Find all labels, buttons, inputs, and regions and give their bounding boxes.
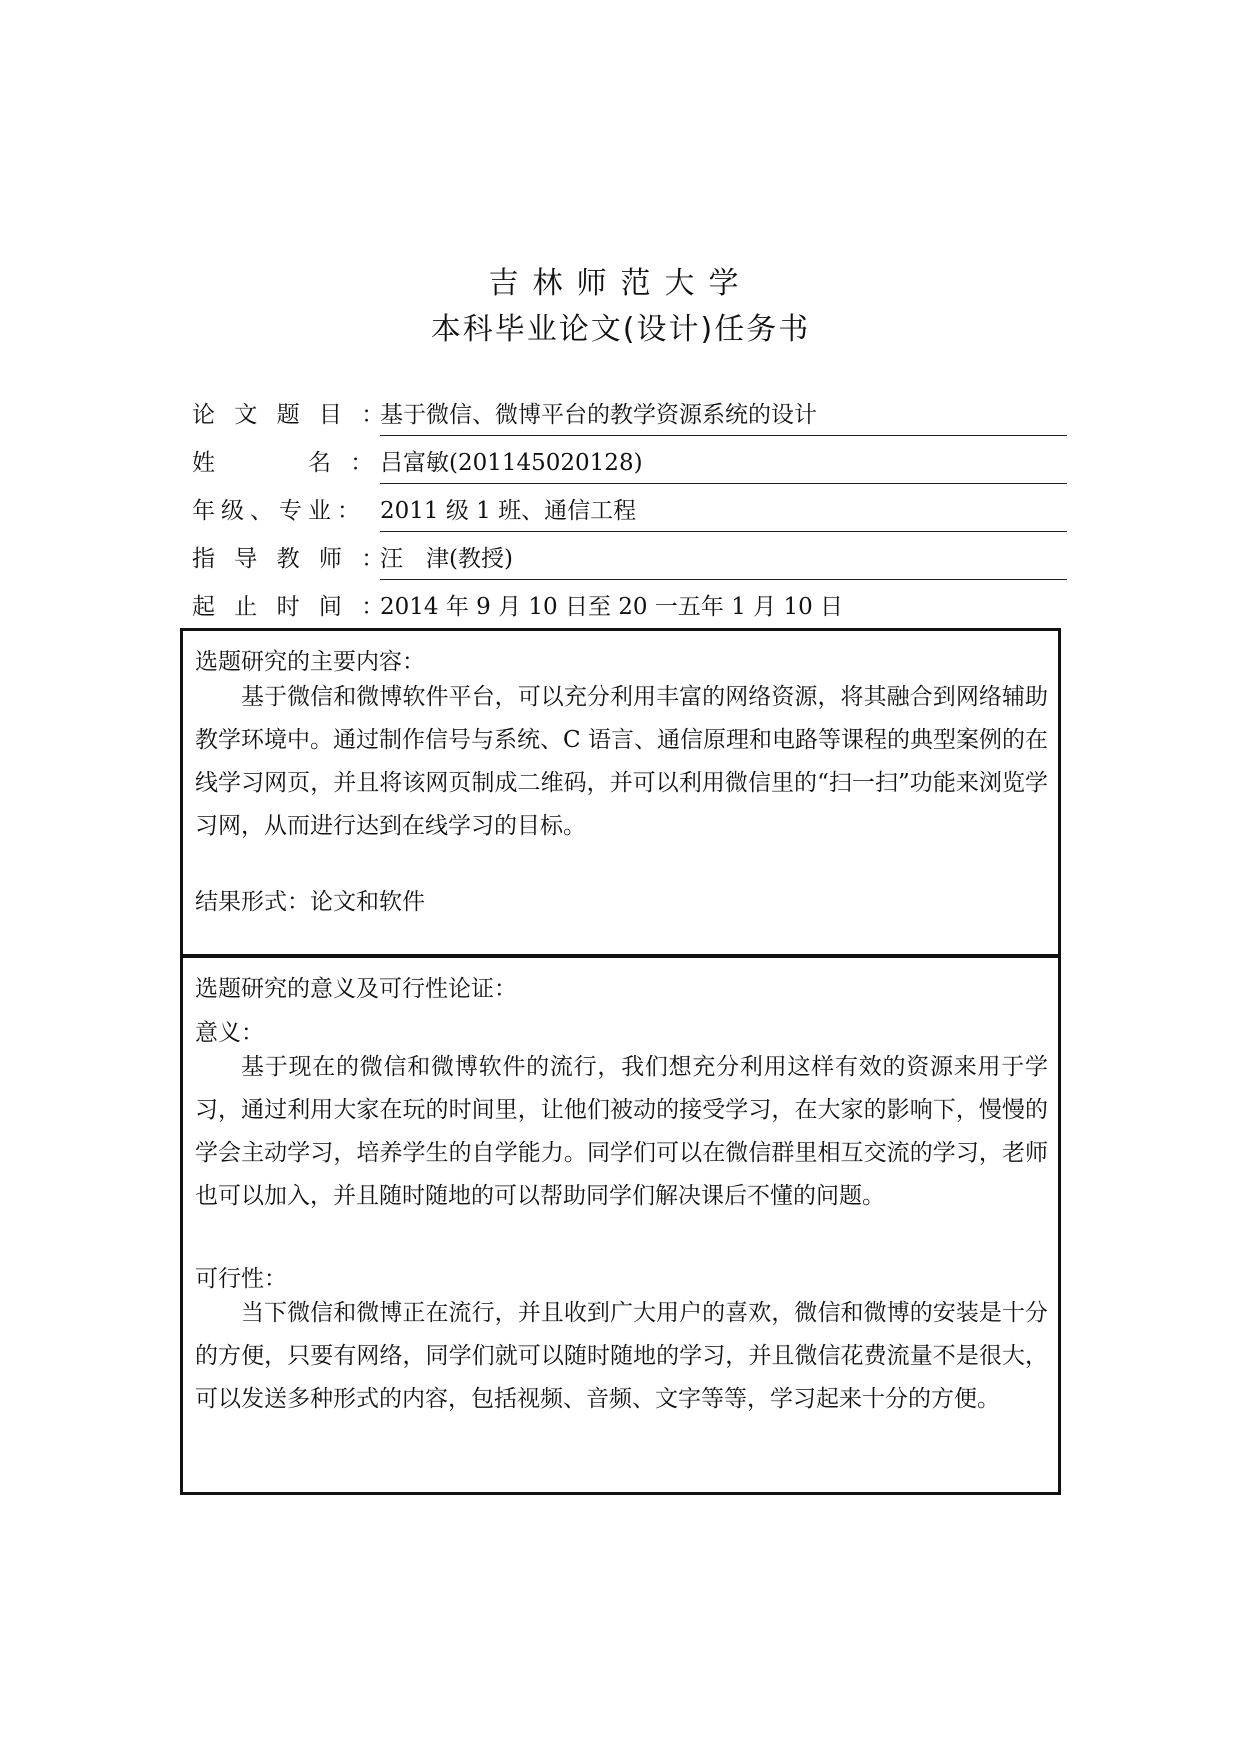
section-heading-significance: 选题研究的意义及可行性论证： (195, 976, 517, 1002)
meaning-paragraph: 基于现在的微信和微博软件的流行，我们想充分利用这样有效的资源来用于学习，通过利用大家在玩的时间里，让他们被动的接受学习，在大家的影响下，慢慢的学会主动学习，培养学生的自学能力。同学们可以在微信群里相互交流的学习，老师也可以加入，并且随时随地的可以帮助同学们解决课后不懂的问题。 (195, 1054, 1048, 1209)
info-label: 姓 名 ： (192, 450, 380, 476)
info-label: 年级、专业： (192, 498, 366, 524)
significance-box (180, 955, 1061, 1495)
info-label: 起 止 时 间 ： (192, 594, 391, 620)
info-label: 论 文 题 目 ： (192, 402, 391, 428)
university-name: 吉林师范大学 (488, 266, 753, 301)
document-title: 本科毕业论文(设计)任务书 (430, 312, 811, 347)
result-form: 结果形式：论文和软件 (195, 889, 425, 915)
section-heading-main-content: 选题研究的主要内容： (195, 649, 425, 675)
info-value: 2014 年 9 月 10 日至 20 一五年 1 月 10 日 (380, 594, 844, 620)
info-row-advisor (192, 532, 1060, 580)
main-content-box (180, 628, 1061, 957)
info-row-thesis-title (192, 388, 1060, 436)
feasibility-label: 可行性： (195, 1266, 287, 1292)
feasibility-paragraph: 当下微信和微博正在流行，并且收到广大用户的喜欢，微信和微博的安装是十分的方便，只要有网络，同学们就可以随时随地的学习，并且微信花费流量不是很大，可以发送多种形式的内容，包括视频、音频、文字等等，学习起来十分的方便。 (195, 1300, 1048, 1412)
info-row-student-name (192, 436, 1060, 484)
info-value: 2011 级 1 班、通信工程 (380, 498, 637, 524)
info-label: 指 导 教 师 ： (192, 546, 391, 572)
meaning-label: 意义： (195, 1020, 264, 1046)
info-value: 汪 津(教授) (380, 546, 513, 572)
info-value: 吕富敏(201145020128) (380, 450, 643, 476)
info-row-period (192, 580, 1060, 628)
info-row-grade-major (192, 484, 1060, 532)
main-content-paragraph: 基于微信和微博软件平台，可以充分利用丰富的网络资源，将其融合到网络辅助教学环境中。通过制作信号与系统、C 语言、通信原理和电路等课程的典型案例的在线学习网页，并且将该网页制成二维码，并可以利用微信里的“扫一扫”功能来浏览学习网，从而进行达到在线学习的目标。 (195, 684, 1048, 839)
info-value: 基于微信、微博平台的教学资源系统的设计 (380, 402, 817, 428)
